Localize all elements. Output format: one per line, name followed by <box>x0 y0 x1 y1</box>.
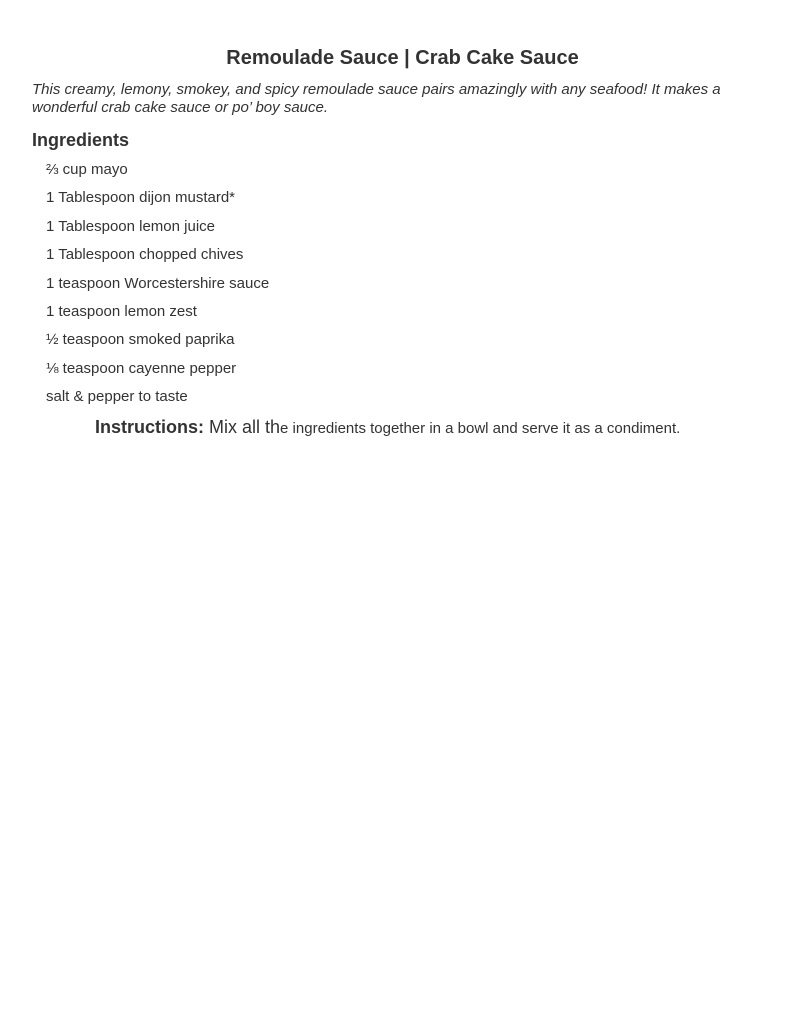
recipe-title: Remoulade Sauce | Crab Cake Sauce <box>226 47 579 69</box>
ingredient-item: ½ teaspoon smoked paprika <box>46 331 235 349</box>
ingredient-item: 1 teaspoon Worcestershire sauce <box>46 274 270 292</box>
instructions-text-lead: Mix all th <box>204 417 281 437</box>
ingredient-item: 1 teaspoon lemon zest <box>46 302 197 320</box>
recipe-intro: This creamy, lemony, smokey, and spicy remoulade sauce pairs amazingly with any seafood! It makes a wonderful crab cake sauce or po’ boy sauce. <box>32 81 721 116</box>
instructions-text-rest: e ingredients together in a bowl and serve it as a condiment. <box>280 420 681 437</box>
ingredient-item: ⅔ cup mayo <box>46 161 128 178</box>
ingredients-heading: Ingredients <box>32 130 130 150</box>
ingredient-item: 1 Tablespoon dijon mustard* <box>46 189 236 207</box>
ingredient-item: 1 Tablespoon chopped chives <box>46 246 244 264</box>
ingredients-list <box>46 161 269 417</box>
ingredient-item: ⅛ teaspoon cayenne pepper <box>46 359 237 377</box>
ingredient-item: salt & pepper to taste <box>46 388 188 406</box>
instructions <box>95 416 680 440</box>
instructions-label: Instructions: <box>95 417 205 437</box>
ingredient-item: 1 Tablespoon lemon juice <box>46 217 216 235</box>
